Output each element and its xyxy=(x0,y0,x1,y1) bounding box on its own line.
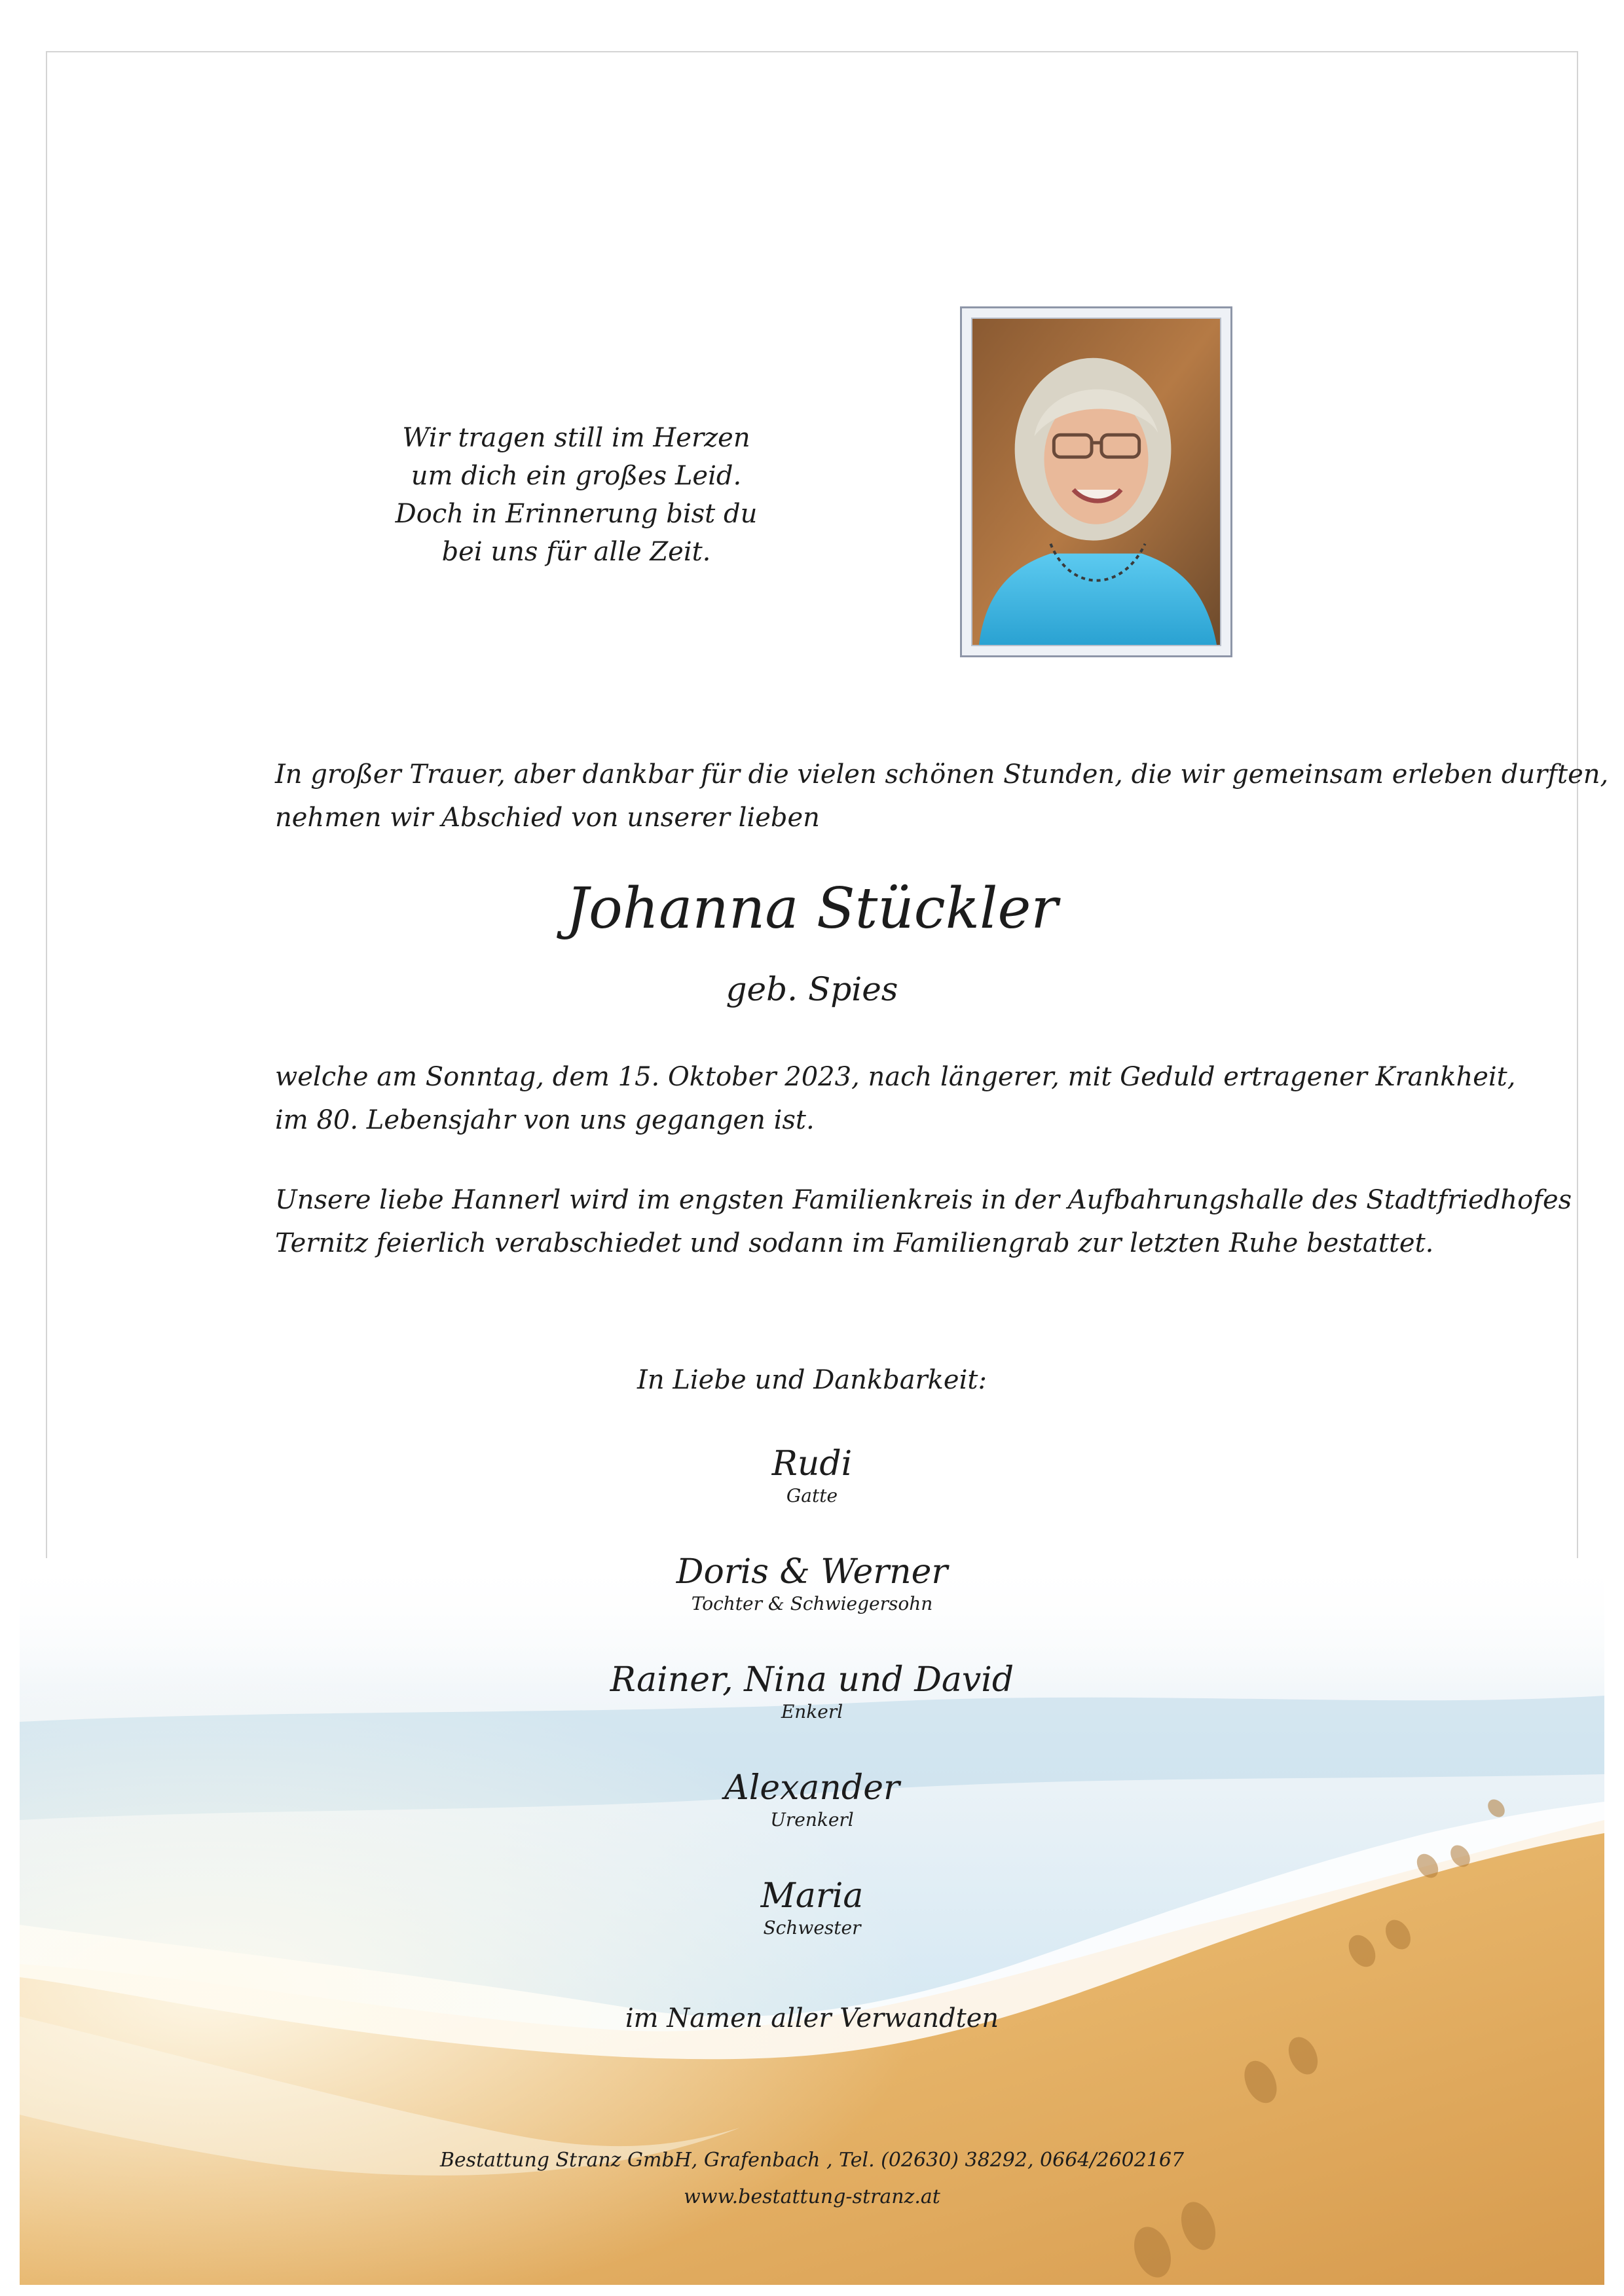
funeral-notice xyxy=(275,1178,1572,1265)
family-member-relation: Enkerl xyxy=(781,1701,843,1722)
family-member-relation: Urenkerl xyxy=(770,1809,854,1831)
family-member-relation: Schwester xyxy=(763,1917,861,1939)
deceased-maiden-name: geb. Spies xyxy=(726,970,898,1008)
footer-website-link[interactable]: www.bestattung-stranz.at xyxy=(684,2185,940,2208)
portrait-photo-frame xyxy=(960,306,1232,657)
verse-line: Wir tragen still im Herzen xyxy=(402,423,750,453)
family-member-name: Alexander xyxy=(724,1768,900,1808)
family-member-relation: Tochter & Schwiegersohn xyxy=(691,1593,933,1614)
death-notice-line: im 80. Lebensjahr von uns gegangen ist. xyxy=(275,1105,815,1135)
verse-line: bei uns für alle Zeit. xyxy=(441,537,711,567)
intro-line: nehmen wir Abschied von unserer lieben xyxy=(275,803,820,833)
family-member xyxy=(0,1552,1624,1642)
verse xyxy=(367,419,786,571)
family-member-relation: Gatte xyxy=(786,1485,838,1506)
family-member xyxy=(0,1444,1624,1534)
closing-line: im Namen aller Verwandten xyxy=(625,2003,999,2033)
family-member xyxy=(0,1876,1624,1966)
family-member-name: Maria xyxy=(760,1876,864,1916)
deceased-name: Johanna Stückler xyxy=(566,876,1058,941)
family-member xyxy=(0,1768,1624,1858)
intro-line: In großer Trauer, aber dankbar für die vielen schönen Stunden, die wir gemeinsam erleben durften, xyxy=(275,759,1609,790)
footer xyxy=(0,2142,1624,2215)
portrait-photo xyxy=(971,318,1221,646)
family-member-name: Doris & Werner xyxy=(676,1552,948,1592)
verse-line: um dich ein großes Leid. xyxy=(411,461,742,491)
family-member xyxy=(0,1660,1624,1750)
intro-text xyxy=(275,753,1608,839)
death-notice xyxy=(275,1055,1515,1142)
family-member-name: Rainer, Nina und David xyxy=(610,1660,1014,1700)
thanks-line: In Liebe und Dankbarkeit: xyxy=(637,1365,987,1395)
footer-company-line: Bestattung Stranz GmbH, Grafenbach , Tel. (02630) 38292, 0664/2602167 xyxy=(439,2149,1185,2172)
verse-line: Doch in Erinnerung bist du xyxy=(395,499,758,529)
family-member-name: Rudi xyxy=(771,1444,853,1484)
funeral-notice-line: Unsere liebe Hannerl wird im engsten Familienkreis in der Aufbahrungshalle des Stadtfriedhofes xyxy=(275,1185,1572,1215)
funeral-notice-line: Ternitz feierlich verabschiedet und sodann im Familiengrab zur letzten Ruhe bestattet. xyxy=(275,1228,1434,1258)
death-notice-line: welche am Sonntag, dem 15. Oktober 2023, nach längerer, mit Geduld ertragener Krankheit, xyxy=(275,1062,1516,1092)
